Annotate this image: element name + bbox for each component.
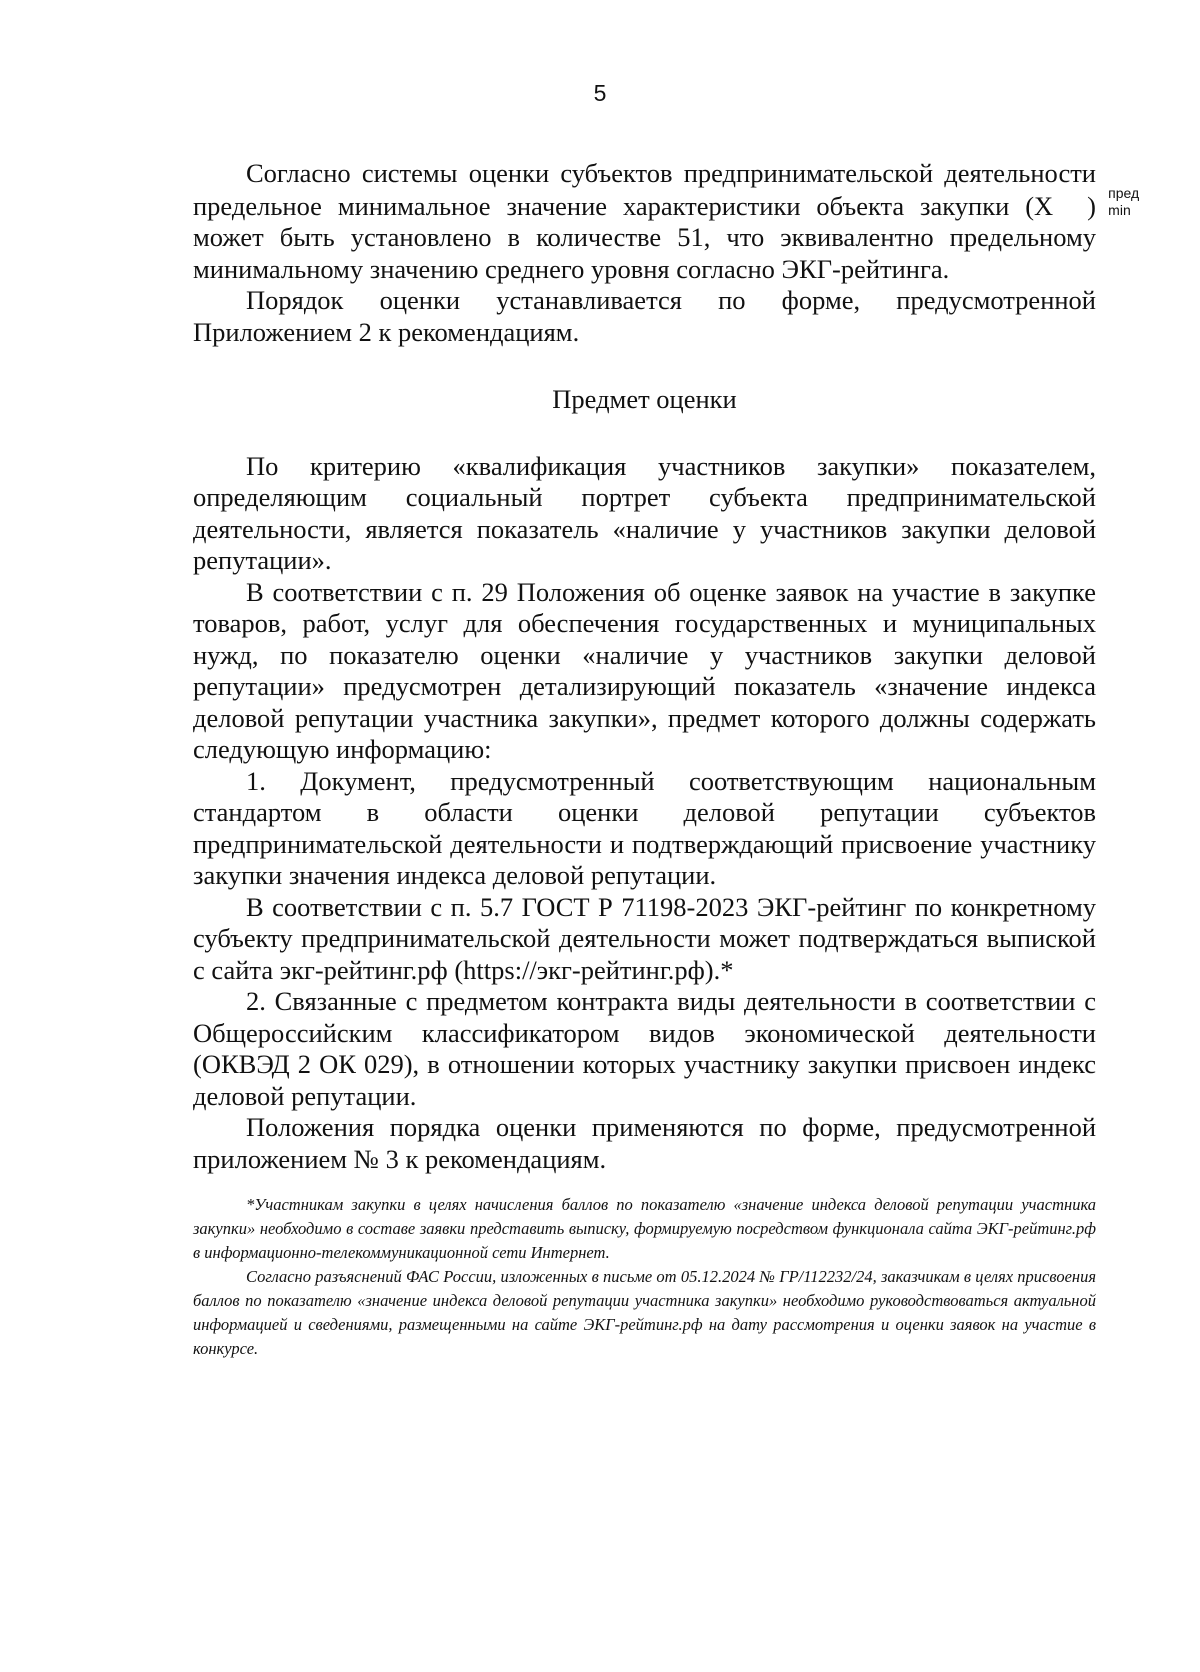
page-number: 5 <box>593 80 607 106</box>
paragraph-threshold-text: Согласно системы оценки субъектов предпринимательской деятельности предельное минимальное значение характеристики объекта закупки ( <box>193 158 1096 221</box>
section-heading: Предмет оценки <box>552 384 737 414</box>
footnote-1: *Участникам закупки в целях начисления баллов по показателю «значение индекса деловой репутации участника закупки» необходимо в составе заявки представить выписку, формируемую посредством функционала сайта ЭКГ-рейтинг.рф в информационно-телекоммуникационной сети Интернет. <box>193 1195 1096 1262</box>
paragraph-appendix: Положения порядка оценки применяются по форме, предусмотренной приложением № 3 к рекомендациям. <box>193 1112 1096 1174</box>
list-item-1: 1. Документ, предусмотренный соответствующим национальным стандартом в области оценки деловой репутации субъектов предпринимательской деятельности и подтверждающий присвоение участнику закупки значения индекса деловой репутации. <box>193 765 1096 890</box>
paragraph-order: Порядок оценки устанавливается по форме, предусмотренной Приложением 2 к рекомендациям. <box>193 285 1096 347</box>
footnote-2: Согласно разъяснений ФАС России, изложенных в письме от 05.12.2024 № ГР/112232/24, заказчикам в целях присвоения баллов по показателю «значение индекса деловой репутации участника закупки» необходимо руководствоваться актуальной информацией и сведениями, размещенными на сайте ЭКГ-рейтинг.рф на дату рассмотрения и оценки заявок на участие в конкурсе. <box>193 1267 1096 1358</box>
paragraph-threshold-text-end: ) может быть установлено в количестве 51, что эквивалентно предельному минимальному значению среднего уровня согласно ЭКГ-рейтинга. <box>193 190 1096 284</box>
paragraph-regulation: В соответствии с п. 29 Положения об оценке заявок на участие в закупке товаров, работ, услуг для обеспечения государственных и муниципальных нужд, по показателю оценки «наличие у участников закупки деловой репутации» предусмотрен детализирующий показатель «значение индекса деловой репутации участника закупки», предмет которого должны содержать следующую информацию: <box>193 576 1096 764</box>
formula-symbol: X <box>1034 190 1054 221</box>
formula-x-min-pred <box>1034 184 1140 221</box>
list-item-2: 2. Связанные с предметом контракта виды деятельности в соответствии с Общероссийским классификатором видов экономической деятельности (ОКВЭД 2 ОК 029), в отношении которых участнику закупки присвоен индекс деловой репутации. <box>193 986 1096 1111</box>
document-body <box>193 158 1140 1175</box>
footnotes <box>193 1193 1096 1361</box>
formula-subscript: min <box>1108 201 1131 218</box>
paragraph-criterion: По критерию «квалификация участников закупки» показателем, определяющим социальный портрет субъекта предпринимательской деятельности, является показатель «наличие у участников закупки деловой репутации». <box>193 450 1096 575</box>
formula-superscript: пред <box>1108 184 1140 201</box>
paragraph-threshold <box>193 158 1140 285</box>
paragraph-gost: В соответствии с п. 5.7 ГОСТ Р 71198-2023 ЭКГ-рейтинг по конкретному субъекту предпринимательской деятельности может подтверждаться выпиской с сайта экг-рейтинг.рф (https://экг-рейтинг.рф).* <box>193 891 1096 985</box>
